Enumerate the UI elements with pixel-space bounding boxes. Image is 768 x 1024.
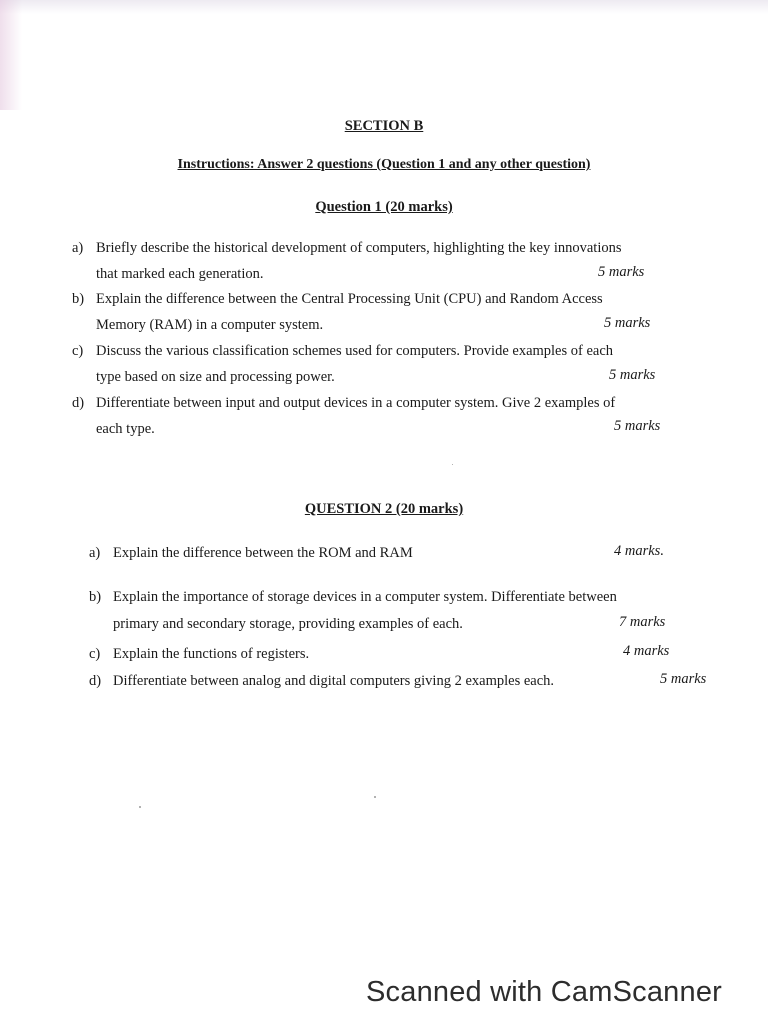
scan-speck <box>139 806 141 808</box>
item-letter: c) <box>89 646 101 662</box>
item-text-line-1: Explain the importance of storage devices in a computer system. Differentiate between <box>113 589 617 605</box>
item-letter: b) <box>89 589 102 605</box>
item-letter: d) <box>72 395 85 411</box>
item-text-line-2: primary and secondary storage, providing examples of each. <box>113 616 463 632</box>
instructions: Instructions: Answer 2 questions (Question 1 and any other question) <box>177 157 591 172</box>
scan-speck <box>452 464 453 465</box>
item-text-line-1: Explain the functions of registers. <box>113 646 310 662</box>
section-title: SECTION B <box>344 118 424 134</box>
question-1-title: Question 1 (20 marks) <box>315 199 453 215</box>
scan-shadow-top <box>0 0 768 14</box>
camscanner-watermark: Scanned with CamScanner <box>366 976 723 1008</box>
q1-item-b-marks: 5 marks <box>604 315 651 331</box>
item-text-line-2: type based on size and processing power. <box>96 369 335 385</box>
question-2-title: QUESTION 2 (20 marks) <box>304 501 464 517</box>
item-text-line-2: each type. <box>96 421 155 437</box>
item-letter: c) <box>72 343 84 359</box>
item-text-line-1: Explain the difference between the Central Processing Unit (CPU) and Random Access <box>96 291 603 307</box>
q2-item-c-marks: 4 marks <box>623 643 670 659</box>
scan-speck <box>374 796 376 798</box>
q1-item-d-marks: 5 marks <box>614 418 661 434</box>
item-text-line-1: Discuss the various classification schemes used for computers. Provide examples of each <box>96 343 614 359</box>
item-text-line-1: Briefly describe the historical development of computers, highlighting the key innovations <box>96 240 622 256</box>
item-letter: b) <box>72 291 85 307</box>
item-text-line-1: Differentiate between analog and digital computers giving 2 examples each. <box>113 673 555 689</box>
q2-item-b-marks: 7 marks <box>619 614 666 630</box>
q1-item-c-marks: 5 marks <box>609 367 656 383</box>
item-text-line-1: Explain the difference between the ROM and RAM <box>113 545 413 561</box>
item-letter: d) <box>89 673 102 689</box>
q2-item-d-marks: 5 marks <box>660 671 707 687</box>
q2-item-a-marks: 4 marks. <box>614 543 664 559</box>
q2-item-d <box>89 668 649 694</box>
item-letter: a) <box>89 545 101 561</box>
item-text-line-1: Differentiate between input and output devices in a computer system. Give 2 examples of <box>96 395 616 411</box>
item-text-line-2: Memory (RAM) in a computer system. <box>96 317 324 333</box>
item-letter: a) <box>72 240 84 256</box>
scan-shadow-edge <box>0 0 22 110</box>
item-text-line-2: that marked each generation. <box>96 266 264 282</box>
q1-item-a-marks: 5 marks <box>598 264 645 280</box>
